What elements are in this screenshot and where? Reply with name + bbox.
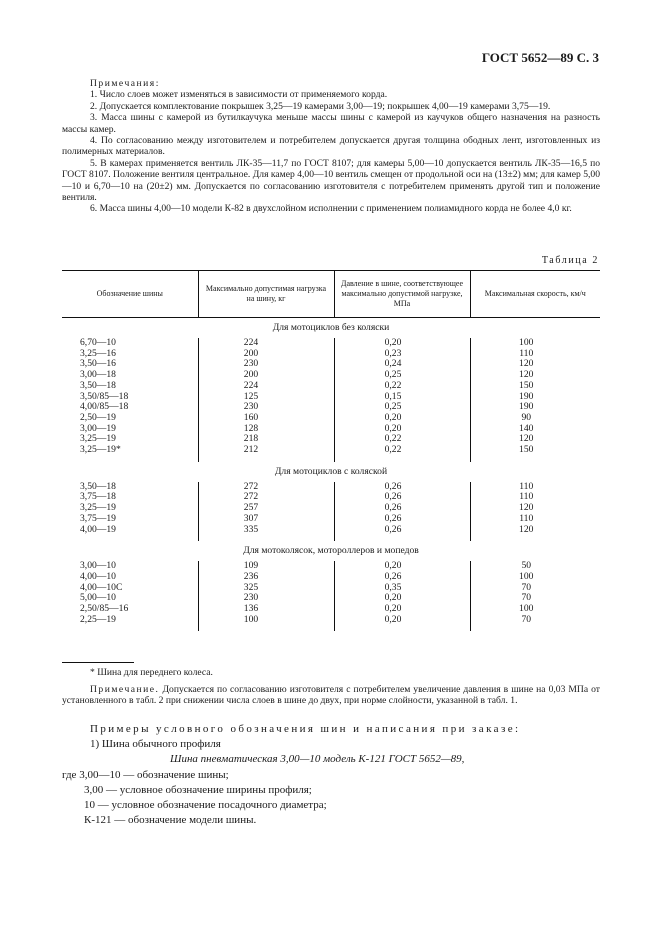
cell-load: 272 xyxy=(198,492,334,503)
section-title: Для мотоколясок, мотороллеров и мопедов xyxy=(243,545,419,557)
cell-designation: 3,25—19* xyxy=(80,444,121,456)
cell-pressure: 0,22 xyxy=(334,381,470,392)
cell-load: 100 xyxy=(198,615,334,626)
cell-speed: 110 xyxy=(470,492,600,503)
cell-designation: 4,00—10 xyxy=(80,570,116,582)
cell-designation: 2,25—19 xyxy=(80,613,116,625)
cell-load: 128 xyxy=(198,424,334,435)
cell-pressure: 0,26 xyxy=(334,492,470,503)
cell-load: 109 xyxy=(198,561,334,572)
cell-load: 230 xyxy=(198,359,334,370)
note-item: 3. Масса шины с камерой из бутилкаучука меньше массы шины с камерой из каучуков общего назначения на разность массы камер. xyxy=(62,112,600,135)
note-item: 5. В камерах применяется вентиль ЛК-35—11,7 по ГОСТ 8107; для камеры 5,00—10 допускается вентиль ЛК-35—16,5 по ГОСТ 8107. Положение вентиля центральное. Для камер 4,00—10 вентиль смещен от продольной оси на (13±2) мм; для камер 5,00—10 и 6,70—10 на (20±2) мм. Допускается по согласованию изготовителя с потребителем применять другой тип и положение вентиля. xyxy=(62,157,600,204)
cell-pressure: 0,20 xyxy=(334,424,470,435)
cell-designation: 3,25—19 xyxy=(80,502,116,514)
notes-heading: Примечания: xyxy=(90,78,160,89)
table-header-row xyxy=(62,271,600,318)
section-title: Для мотоциклов с коляской xyxy=(274,465,388,477)
cell-designation: 4,00—19 xyxy=(80,523,116,535)
cell-pressure: 0,26 xyxy=(334,525,470,536)
cell-pressure: 0,22 xyxy=(334,445,470,456)
spacer-row xyxy=(62,625,600,631)
cell-pressure: 0,25 xyxy=(334,402,470,413)
table-row xyxy=(62,514,600,525)
table-row xyxy=(62,381,600,392)
note-item: 6. Масса шины 4,00—10 модели К-82 в двухслойном исполнении с применением полиамидного корда не более 4,0 кг. xyxy=(90,203,572,215)
cell-designation: 3,00—18 xyxy=(80,369,116,381)
examples-block xyxy=(62,722,600,828)
cell-load: 325 xyxy=(198,583,334,594)
cell-load: 160 xyxy=(198,413,334,424)
table-caption: Таблица 2 xyxy=(541,255,599,266)
cell-speed: 110 xyxy=(470,482,600,493)
cell-speed: 150 xyxy=(470,381,600,392)
cell-speed: 120 xyxy=(470,525,600,536)
note-text: Допускается по согласованию изготовителя с потребителем увеличение давления в шине на 0,03 МПа от установленного в табл. 2 при снижении числа слоев в шине до двух, при норме слойности, указанной в табл. 1. xyxy=(62,684,600,707)
cell-speed: 120 xyxy=(470,434,600,445)
cell-designation: 3,00—10 xyxy=(80,560,116,572)
section-title: Для мотоциклов без коляски xyxy=(272,322,390,333)
cell-pressure: 0,26 xyxy=(334,514,470,525)
example-line: 10 — условное обозначение посадочного диаметра; xyxy=(84,799,327,812)
col-header-designation: Обозначение шины xyxy=(62,271,198,318)
cell-load: 200 xyxy=(198,349,334,360)
cell-speed: 70 xyxy=(470,593,600,604)
cell-pressure: 0,20 xyxy=(334,604,470,615)
cell-speed: 100 xyxy=(470,604,600,615)
footnote: * Шина для переднего колеса. xyxy=(90,667,213,678)
cell-designation: 3,75—18 xyxy=(80,491,116,503)
page-header: ГОСТ 5652—89 С. 3 xyxy=(481,50,599,65)
cell-designation: 3,50—18 xyxy=(80,480,116,492)
cell-speed: 120 xyxy=(470,370,600,381)
table-row xyxy=(62,445,600,456)
cell-pressure: 0,20 xyxy=(334,413,470,424)
cell-speed: 100 xyxy=(470,338,600,349)
cell-designation: 2,50—19 xyxy=(80,411,116,423)
table-row xyxy=(62,604,600,615)
example-line: 3,00 — условное обозначение ширины профиля; xyxy=(84,783,312,796)
col-header-load: Максимально допустимая нагрузка на шину, кг xyxy=(198,271,334,318)
example-item: 1) Шина обычного профиля xyxy=(90,738,221,751)
cell-speed: 120 xyxy=(470,503,600,514)
note-after-table xyxy=(62,684,600,707)
cell-designation: 3,50/85—18 xyxy=(80,390,129,402)
cell-speed: 50 xyxy=(470,561,600,572)
cell-speed: 100 xyxy=(470,572,600,583)
cell-speed: 140 xyxy=(470,424,600,435)
note-item: 1. Число слоев может изменяться в зависимости от применяемого корда. xyxy=(90,89,388,101)
cell-designation: 4,00—10С xyxy=(80,581,123,593)
cell-pressure: 0,26 xyxy=(334,482,470,493)
cell-pressure: 0,23 xyxy=(334,349,470,360)
col-header-speed: Максимальная скорость, км/ч xyxy=(470,271,600,318)
table-row xyxy=(62,583,600,594)
cell-pressure: 0,20 xyxy=(334,561,470,572)
cell-designation: 4,00/85—18 xyxy=(80,401,129,413)
cell-designation: 3,25—16 xyxy=(80,347,116,359)
cell-load: 125 xyxy=(198,392,334,403)
cell-pressure: 0,20 xyxy=(334,615,470,626)
spacer-cell xyxy=(198,625,334,631)
table-row xyxy=(62,615,600,626)
section-row xyxy=(62,318,600,339)
cell-pressure: 0,26 xyxy=(334,572,470,583)
note-item: 4. По согласованию между изготовителем и потребителем допускается другая толщина ободных лент, изготовленных из полимерных материалов. xyxy=(62,135,600,158)
cell-load: 335 xyxy=(198,525,334,536)
cell-load: 136 xyxy=(198,604,334,615)
spacer-cell xyxy=(470,625,600,631)
cell-pressure: 0,15 xyxy=(334,392,470,403)
cell-load: 230 xyxy=(198,402,334,413)
cell-speed: 190 xyxy=(470,402,600,413)
examples-title: Примеры условного обозначения шин и написания при заказе: xyxy=(90,723,521,735)
cell-pressure: 0,25 xyxy=(334,370,470,381)
cell-speed: 110 xyxy=(470,349,600,360)
cell-pressure: 0,20 xyxy=(334,338,470,349)
cell-designation: 3,50—18 xyxy=(80,379,116,391)
col-header-pressure: Давление в шине, соответствующее максимально допустимой нагрузке, МПа xyxy=(334,271,470,318)
cell-speed: 70 xyxy=(470,615,600,626)
cell-load: 257 xyxy=(198,503,334,514)
cell-load: 212 xyxy=(198,445,334,456)
cell-load: 200 xyxy=(198,370,334,381)
table-row xyxy=(62,525,600,536)
table-row xyxy=(62,572,600,583)
cell-speed: 150 xyxy=(470,445,600,456)
cell-load: 224 xyxy=(198,381,334,392)
cell-pressure: 0,26 xyxy=(334,503,470,514)
spacer-cell xyxy=(334,625,470,631)
tire-table xyxy=(62,270,600,631)
cell-speed: 190 xyxy=(470,392,600,403)
cell-pressure: 0,35 xyxy=(334,583,470,594)
table-body xyxy=(62,318,600,632)
cell-load: 224 xyxy=(198,338,334,349)
cell-load: 272 xyxy=(198,482,334,493)
cell-pressure: 0,24 xyxy=(334,359,470,370)
cell-designation: 5,00—10 xyxy=(80,592,116,604)
note-label: Примечание. xyxy=(90,684,160,695)
cell-load: 218 xyxy=(198,434,334,445)
example-line: К-121 — обозначение модели шины. xyxy=(84,814,257,827)
note-item: 2. Допускается комплектование покрышек 3,25—19 камерами 3,00—19; покрышек 4,00—19 камерами 3,75—19. xyxy=(90,100,551,112)
cell-load: 307 xyxy=(198,514,334,525)
section-row xyxy=(62,541,600,561)
section-row xyxy=(62,462,600,482)
example-where: где 3,00—10 — обозначение шины; xyxy=(62,768,229,781)
spacer-cell xyxy=(62,625,198,631)
cell-designation: 3,00—19 xyxy=(80,422,116,434)
cell-designation: 3,75—19 xyxy=(80,512,116,524)
cell-pressure: 0,22 xyxy=(334,434,470,445)
cell-speed: 70 xyxy=(470,583,600,594)
table-row xyxy=(62,402,600,413)
footnote-rule xyxy=(62,662,134,663)
cell-pressure: 0,20 xyxy=(334,593,470,604)
cell-designation: 3,50—16 xyxy=(80,358,116,370)
cell-designation: 2,50/85—16 xyxy=(80,603,129,615)
example-code: Шина пневматическая 3,00—10 модель К-121 ГОСТ 5652—89, xyxy=(170,753,465,766)
cell-speed: 110 xyxy=(470,514,600,525)
cell-load: 230 xyxy=(198,593,334,604)
notes-block xyxy=(62,78,600,215)
cell-speed: 120 xyxy=(470,359,600,370)
cell-load: 236 xyxy=(198,572,334,583)
cell-designation: 3,25—19 xyxy=(80,433,116,445)
cell-speed: 90 xyxy=(470,413,600,424)
cell-designation: 6,70—10 xyxy=(80,337,116,348)
